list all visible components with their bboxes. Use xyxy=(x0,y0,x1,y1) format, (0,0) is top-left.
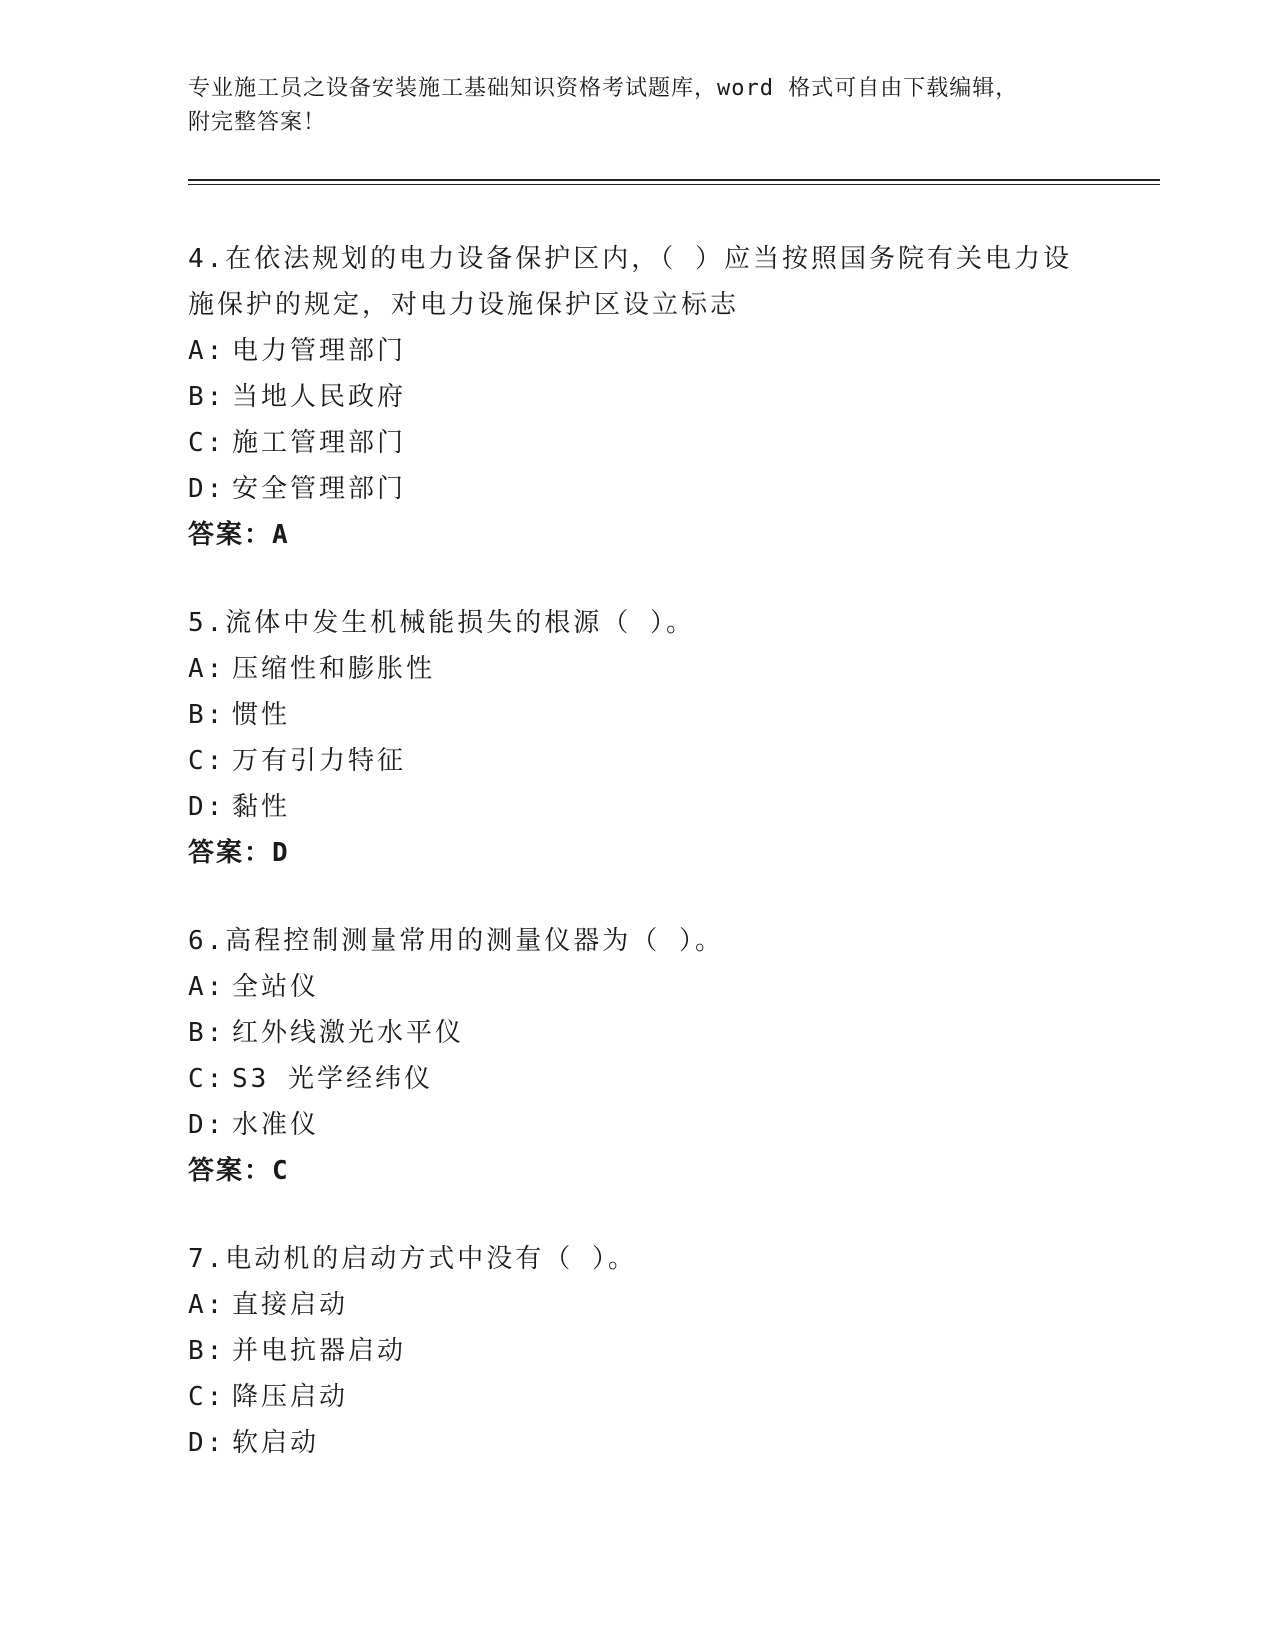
question-6 xyxy=(188,918,1148,1194)
document-header xyxy=(188,72,1088,140)
option-key: A: xyxy=(188,1290,226,1320)
header-divider-thin xyxy=(188,184,1160,185)
option-b xyxy=(188,1328,1148,1374)
option-key: C: xyxy=(188,746,226,776)
option-text: 施工管理部门 xyxy=(232,428,407,458)
stem-line: 7.电动机的启动方式中没有（ ）。 xyxy=(188,1244,637,1274)
question-stem xyxy=(188,918,1148,964)
option-d xyxy=(188,1420,1148,1466)
question-5 xyxy=(188,600,1148,876)
option-key: B: xyxy=(188,1018,226,1048)
option-key: C: xyxy=(188,1064,226,1094)
option-key: B: xyxy=(188,700,226,730)
option-text: S3 光学经纬仪 xyxy=(232,1064,433,1094)
question-7 xyxy=(188,1236,1148,1466)
option-text: 软启动 xyxy=(232,1428,320,1458)
option-key: D: xyxy=(188,792,226,822)
header-line: 专业施工员之设备安装施工基础知识资格考试题库，word 格式可自由下载编辑， xyxy=(188,76,1019,101)
option-d xyxy=(188,466,1148,512)
option-text: 安全管理部门 xyxy=(232,474,407,504)
option-c xyxy=(188,420,1148,466)
question-stem xyxy=(188,1236,1148,1282)
option-b xyxy=(188,374,1148,420)
option-d xyxy=(188,1102,1148,1148)
question-stem xyxy=(188,236,1148,328)
option-c xyxy=(188,1056,1148,1102)
option-text: 全站仪 xyxy=(232,972,320,1002)
option-key: D: xyxy=(188,1428,226,1458)
option-text: 降压启动 xyxy=(232,1382,349,1412)
stem-line: 施保护的规定，对电力设施保护区设立标志 xyxy=(188,290,740,320)
option-d xyxy=(188,784,1148,830)
stem-line: 4.在依法规划的电力设备保护区内，（ ）应当按照国务院有关电力设 xyxy=(188,244,1072,274)
option-text: 当地人民政府 xyxy=(232,382,407,412)
answer: 答案：D xyxy=(188,838,290,868)
option-key: A: xyxy=(188,972,226,1002)
question-list xyxy=(188,236,1148,1508)
option-key: D: xyxy=(188,1110,226,1140)
header-line: 附完整答案！ xyxy=(188,110,327,135)
question-stem xyxy=(188,600,1148,646)
option-key: A: xyxy=(188,336,226,366)
stem-line: 5.流体中发生机械能损失的根源（ ）。 xyxy=(188,608,695,638)
answer: 答案：A xyxy=(188,520,290,550)
option-c xyxy=(188,738,1148,784)
option-a xyxy=(188,1282,1148,1328)
option-text: 红外线激光水平仪 xyxy=(232,1018,465,1048)
option-key: C: xyxy=(188,428,226,458)
option-text: 水准仪 xyxy=(232,1110,320,1140)
option-a xyxy=(188,328,1148,374)
option-text: 万有引力特征 xyxy=(232,746,407,776)
option-a xyxy=(188,964,1148,1010)
option-text: 压缩性和膨胀性 xyxy=(232,654,436,684)
option-b xyxy=(188,1010,1148,1056)
option-key: C: xyxy=(188,1382,226,1412)
option-key: A: xyxy=(188,654,226,684)
answer: 答案：C xyxy=(188,1156,290,1186)
option-b xyxy=(188,692,1148,738)
option-key: D: xyxy=(188,474,226,504)
option-text: 惯性 xyxy=(232,700,291,730)
option-key: B: xyxy=(188,1336,226,1366)
option-a xyxy=(188,646,1148,692)
stem-line: 6.高程控制测量常用的测量仪器为（ ）。 xyxy=(188,926,724,956)
option-c xyxy=(188,1374,1148,1420)
option-key: B: xyxy=(188,382,226,412)
option-text: 直接启动 xyxy=(232,1290,349,1320)
option-text: 并电抗器启动 xyxy=(232,1336,407,1366)
option-text: 黏性 xyxy=(232,792,291,822)
header-divider xyxy=(188,179,1160,181)
option-text: 电力管理部门 xyxy=(232,336,407,366)
question-4 xyxy=(188,236,1148,558)
